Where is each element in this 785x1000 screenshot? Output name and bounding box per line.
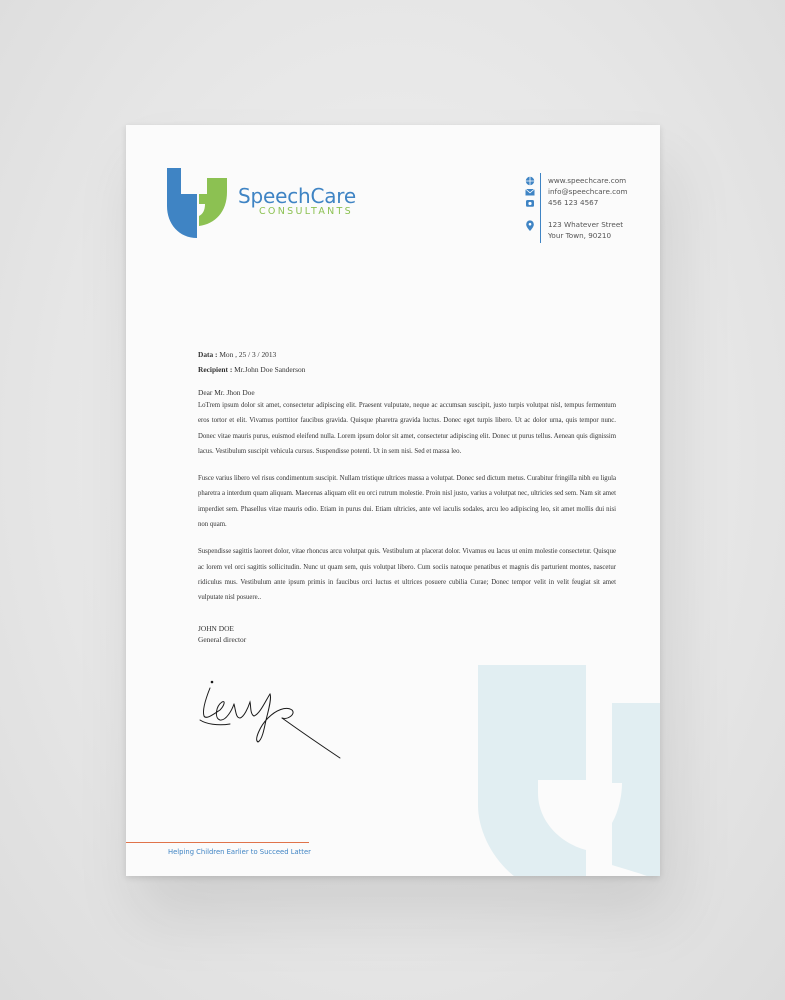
location-pin-icon [524, 220, 536, 232]
paragraph: Suspendisse sagittis laoreet dolor, vitae rhoncus arcu volutpat quis. Vestibulum at placerat dolor. Vivamus eu lacus ut enim molestie consectetur. Quisque ac lorem vel orci sagittis sollicitudin. Nunc ut quam sem, quis volutpat libero. Cum sociis natoque penatibus et magnis dis parturient montes, nascetur ridiculus mus. Vestibulum ante ipsum primis in faucibus orci luctus et ultrices posuere cubilia Curae; Donec tempor velit in velit feugiat sit amet vulputate nisl posuere.. [198, 548, 616, 602]
date-line [198, 347, 616, 362]
contact-email[interactable]: info@speechcare.com [548, 187, 628, 196]
speechcare-logo-mark [167, 168, 227, 238]
date-label: Data : [198, 350, 218, 359]
footer-tagline: Helping Children Earlier to Succeed Latter [168, 848, 311, 856]
footer-accent-line [126, 842, 309, 843]
contact-divider [540, 173, 541, 243]
paragraph: LoTrem ipsum dolor sit amet, consectetur adipiscing elit. Praesent vulputate, neque ac accumsan suscipit, justo turpis volutpat nisl, tempus fermentum eros tortor et elit. Vivamus porttitor faucibus gravida. Quisque pharetra gravida luctus. Donec eget turpis libero. Ut ac dolor urna, quis tempor nunc. Donec vitae mauris purus, euismod eleifend nulla. Lorem ipsum dolor sit amet, consectetur adipiscing elit. Donec ut purus tellus. Aenean quis dignissim lacus. Vestibulum suscipit vehicula cursus. Suspendisse potenti. Ut in sem nisi. Sed et massa leo. [198, 402, 616, 455]
recipient-line [198, 362, 616, 377]
date-value: Mon , 25 / 3 / 2013 [219, 350, 277, 359]
envelope-icon [524, 187, 536, 197]
signatory-name: JOHN DOE [198, 623, 234, 633]
logo-watermark [478, 665, 660, 876]
brand-name: SpeechCare [238, 184, 356, 208]
contact-address-line2: Your Town, 90210 [548, 231, 612, 240]
phone-icon [524, 198, 536, 208]
contact-phone[interactable]: 456 123 4567 [548, 198, 599, 207]
signatory-title: General director [198, 634, 247, 644]
letter-body [198, 347, 616, 645]
greeting: Dear Mr. Jhon Doe [198, 388, 255, 397]
contact-block [524, 173, 654, 243]
paragraph: Fusce varius libero vel risus condimentum suscipit. Nullam tristique ultrices massa a volutpat. Donec sed dictum metus. Curabitur fringilla nibh eu ligula pharetra a interdum quam aliquam. Maecenas aliquam elit eu orci rutrum molestie. Proin nisl justo, varius a volutpat nec, ultricies sed sem. Nam sit amet imperdiet sem. Phasellus vitae mauris odio. Etiam in purus dui. Etiam ultricies, ante vel iaculis sodales, arcu leo adipiscing leo, sit amet mollis dui nisi non quam. [198, 475, 616, 529]
handwritten-signature [196, 680, 346, 760]
letterhead-page [126, 125, 660, 876]
recipient-label: Recipient : [198, 365, 233, 374]
contact-address-line1: 123 Whatever Street [548, 220, 624, 229]
contact-website[interactable]: www.speechcare.com [548, 176, 627, 185]
globe-icon [524, 176, 536, 186]
brand-subtitle: CONSULTANTS [259, 206, 353, 217]
recipient-value: Mr.John Doe Sanderson [234, 365, 306, 374]
